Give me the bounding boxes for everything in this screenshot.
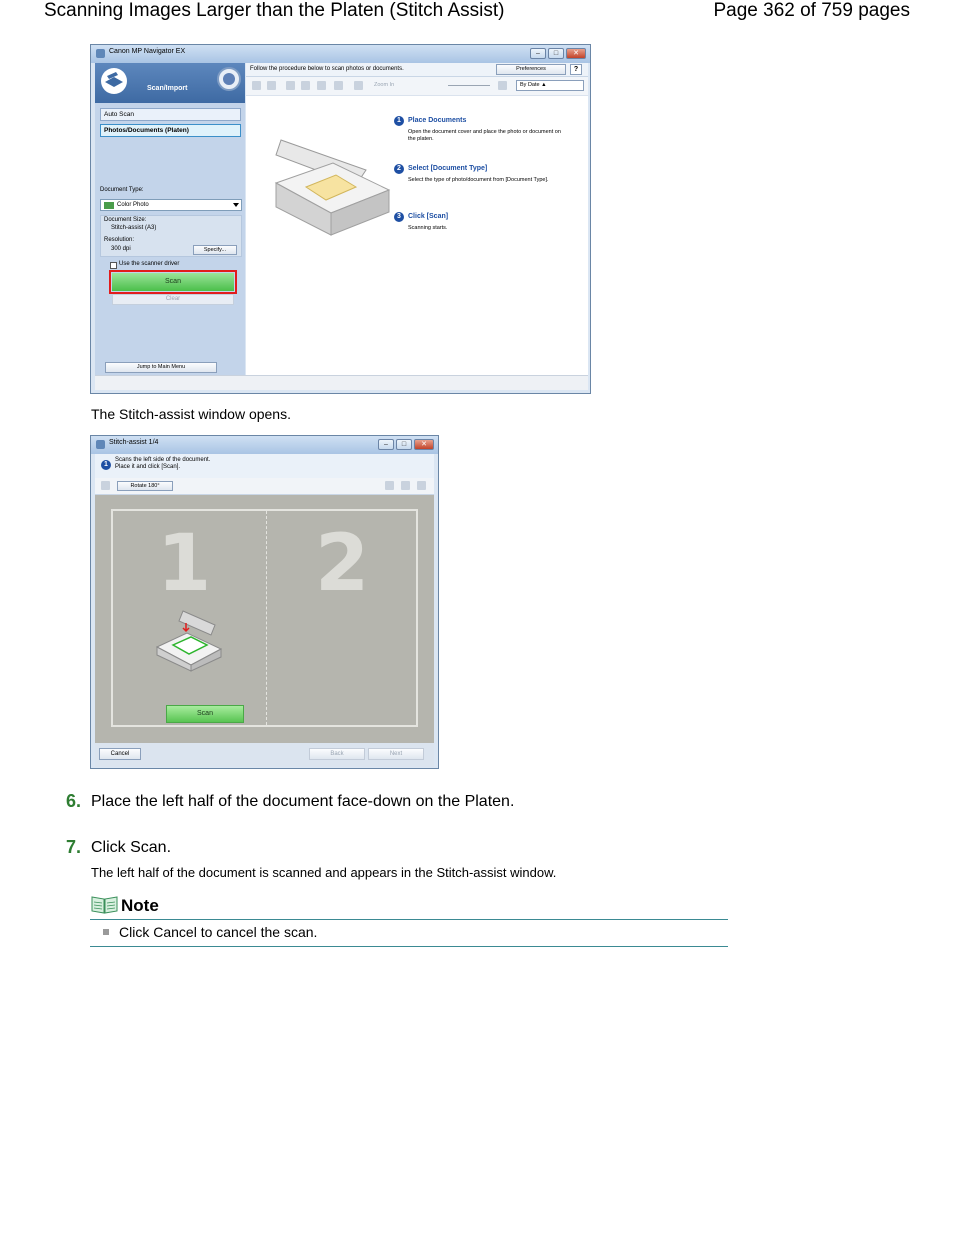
thumbnail-icon[interactable] xyxy=(252,81,261,90)
scan-button[interactable]: Scan xyxy=(166,705,244,723)
rotate-left-icon[interactable] xyxy=(286,81,295,90)
rotate-right-icon[interactable] xyxy=(301,81,310,90)
page-title: Scanning Images Larger than the Platen (Stitch Assist) xyxy=(44,0,505,21)
close-icon[interactable]: ✕ xyxy=(414,439,434,450)
step-1-icon: 1 xyxy=(394,116,404,126)
app-icon xyxy=(96,49,105,58)
step-2-desc: Select the type of photo/document from [Document Type]. xyxy=(408,177,549,183)
step-3-icon: 3 xyxy=(394,212,404,222)
step-3-title: Click [Scan] xyxy=(408,213,449,220)
scan-button[interactable]: Scan xyxy=(112,273,234,291)
chevron-down-icon xyxy=(233,203,239,207)
zoom-out-icon[interactable] xyxy=(401,481,410,490)
auto-scan-button[interactable]: Auto Scan xyxy=(100,108,241,121)
maximize-icon[interactable]: □ xyxy=(396,439,412,450)
info-line-2: Place it and click [Scan]. xyxy=(115,464,181,470)
minimize-icon[interactable]: – xyxy=(378,439,394,450)
step-1-desc: Open the document cover and place the photo or document on the platen. xyxy=(408,129,561,142)
document-type-select[interactable] xyxy=(100,199,242,211)
info-line-1: Scans the left side of the document. xyxy=(115,457,211,463)
zoom-slider[interactable] xyxy=(448,85,490,86)
stitch-toolbar xyxy=(95,478,434,495)
right-panel xyxy=(246,63,588,375)
left-half-number: 1 xyxy=(157,519,212,609)
clear-button[interactable]: Clear xyxy=(112,294,234,305)
close-icon[interactable]: ✕ xyxy=(566,48,586,59)
page-number: Page 362 of 759 pages xyxy=(713,0,910,21)
back-button[interactable]: Back xyxy=(309,748,365,760)
note-top-rule xyxy=(90,919,728,920)
window-title: Canon MP Navigator EX xyxy=(109,48,186,55)
step-7-number: 7. xyxy=(66,837,82,857)
cancel-button[interactable]: Cancel xyxy=(99,748,141,760)
center-divider xyxy=(266,511,267,725)
right-half-number: 2 xyxy=(315,519,370,609)
title-bar xyxy=(91,436,438,454)
step-1-title: Place Documents xyxy=(408,117,467,124)
resolution-value: 300 dpi xyxy=(111,246,131,252)
preferences-button[interactable]: Preferences xyxy=(496,64,566,75)
scan-import-header xyxy=(95,63,245,103)
note-item: Click Cancel to cancel the scan. xyxy=(119,924,318,940)
color-photo-icon xyxy=(104,202,114,209)
jump-main-menu-button[interactable]: Jump to Main Menu xyxy=(105,362,217,373)
button-bar xyxy=(95,743,434,767)
step-7-detail: The left half of the document is scanned and appears in the Stitch-assist window. xyxy=(91,865,557,880)
scanner-driver-label: Use the scanner driver xyxy=(119,261,180,267)
step-number-icon: 1 xyxy=(101,460,111,470)
note-book-icon xyxy=(91,894,118,914)
note-label: Note xyxy=(121,896,159,915)
minimize-icon[interactable]: – xyxy=(530,48,546,59)
sort-value: By Date xyxy=(520,82,540,88)
fit-icon[interactable] xyxy=(417,481,426,490)
correct-icon[interactable] xyxy=(317,81,326,90)
window-title: Stitch-assist 1/4 xyxy=(109,439,159,446)
globe-icon[interactable] xyxy=(217,67,241,91)
scanner-driver-checkbox[interactable] xyxy=(110,262,117,269)
rotate-button[interactable]: Rotate 180° xyxy=(117,481,173,491)
specify-button[interactable]: Specify... xyxy=(193,245,237,255)
document-type-value: Color Photo xyxy=(117,202,149,208)
step-2-title: Select [Document Type] xyxy=(408,165,488,172)
instruction-bar xyxy=(246,63,588,77)
photos-documents-button[interactable]: Photos/Documents (Platen) xyxy=(100,124,241,137)
app-icon xyxy=(96,440,105,449)
scanner-icon xyxy=(101,68,127,94)
scanner-illustration xyxy=(271,135,391,240)
document-type-label: Document Type: xyxy=(100,187,144,193)
fit-icon[interactable] xyxy=(498,81,507,90)
view-toolbar xyxy=(246,77,588,96)
status-bar xyxy=(95,375,588,390)
scanner-placement-illustration xyxy=(153,607,225,673)
maximize-icon[interactable]: □ xyxy=(548,48,564,59)
section-label: Scan/Import xyxy=(147,85,188,92)
document-icon xyxy=(101,481,110,490)
instruction-text: Follow the procedure below to scan photos or documents. xyxy=(250,66,404,72)
stitch-frame xyxy=(111,509,418,727)
caption-stitch-opens: The Stitch-assist window opens. xyxy=(91,406,291,422)
zoom-label: Zoom In xyxy=(374,82,395,88)
bullet-icon xyxy=(103,929,109,935)
step-6-number: 6. xyxy=(66,791,82,811)
stitch-assist-screenshot xyxy=(90,435,439,769)
document-size-label: Document Size: xyxy=(104,217,147,223)
help-button[interactable]: ? xyxy=(570,64,582,75)
mp-navigator-screenshot xyxy=(90,44,591,394)
highlight-box xyxy=(109,270,237,294)
resolution-label: Resolution: xyxy=(104,237,135,243)
crop-icon[interactable] xyxy=(334,81,343,90)
stitch-area xyxy=(95,495,434,743)
step-3-desc: Scanning starts. xyxy=(408,225,448,231)
step-6-text: Place the left half of the document face-down on the Platen. xyxy=(91,793,515,810)
title-bar xyxy=(91,45,590,63)
grid-icon[interactable] xyxy=(267,81,276,90)
zoom-in-icon[interactable] xyxy=(385,481,394,490)
info-bar xyxy=(95,454,434,479)
left-panel xyxy=(95,63,245,375)
step-2-icon: 2 xyxy=(394,164,404,174)
sort-select[interactable]: By Date ▲ xyxy=(516,80,584,91)
zoom-icon[interactable] xyxy=(354,81,363,90)
note-bottom-rule xyxy=(90,946,728,947)
document-size-value: Stitch-assist (A3) xyxy=(111,225,157,231)
step-7-text: Click Scan. xyxy=(91,839,172,856)
next-button[interactable]: Next xyxy=(368,748,424,760)
